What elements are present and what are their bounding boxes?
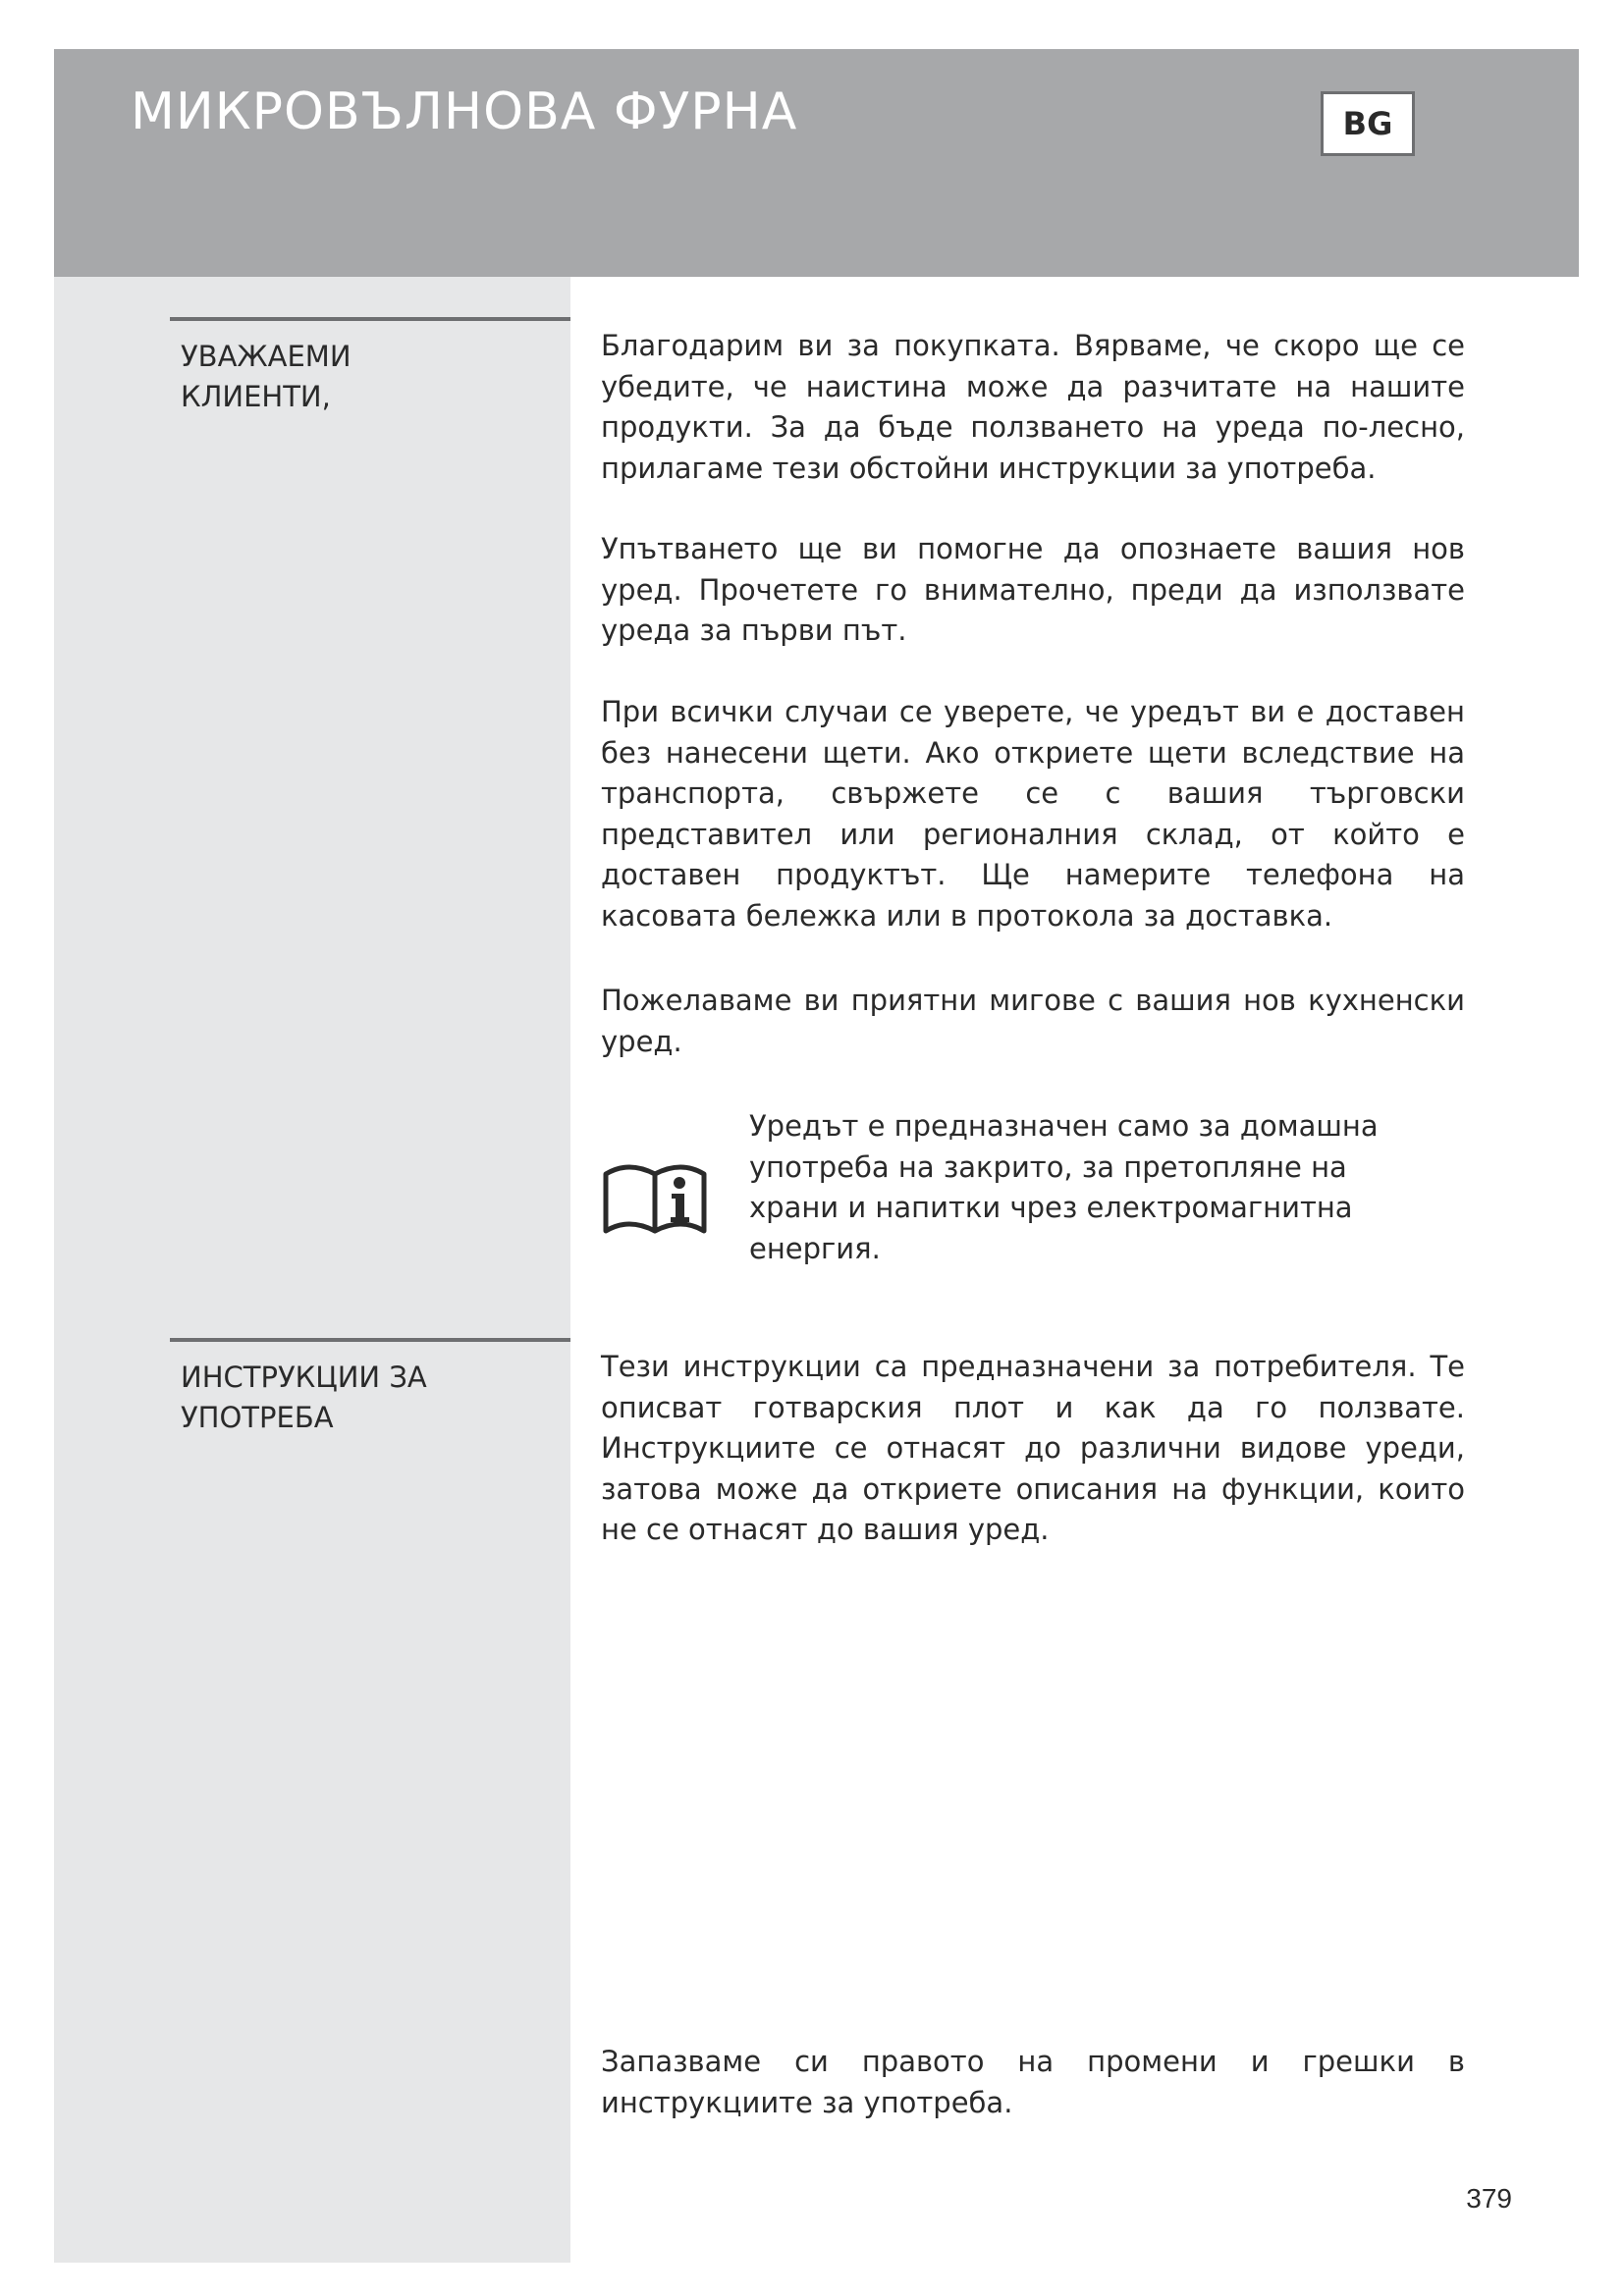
section-label-instructions: ИНСТРУКЦИИ ЗА УПОТРЕБА: [170, 1338, 570, 1438]
page-title: МИКРОВЪЛНОВА ФУРНА: [131, 82, 798, 141]
paragraph-instructions: Тези инструкции са предназначени за потребителя. Те описват готварския плот и как да го ползвате. Инструкциите се отнасят до различни видове уреди, затова може да откриете описания на функции, които не се отнасят до вашия уред.: [601, 1350, 1465, 1546]
manual-info-icon: [601, 1154, 709, 1235]
language-badge: BG: [1321, 91, 1415, 156]
page-number: 379: [1466, 2183, 1512, 2214]
paragraph-thanks: Благодарим ви за покупката. Вярваме, че скоро ще се убедите, че наистина може да разчитате на нашите продукти. За да бъде ползването на уреда по-лесно, прилагаме тези обстойни инструкции за употреба.: [601, 329, 1465, 485]
disclaimer-text: Запазваме си правото на промени и грешки в инструкциите за употреба.: [601, 2045, 1465, 2119]
intended-use-notice: Уредът е предназначен само за домашна употреба на закрито, за претопляне на храни и напитки чрез електромагнитна енергия.: [749, 1109, 1379, 1265]
paragraph-delivery-check: При всички случаи се уверете, че уредът ви е доставен без нанесени щети. Ако откриете щети вследствие на транспорта, свържете се с вашия търговски представител или регионалния склад, от който е доставен продуктът. Ще намерите телефона на касовата бележка или в протокола за доставка.: [601, 695, 1465, 933]
paragraph-wishes: Пожелаваме ви приятни мигове с вашия нов кухненски уред.: [601, 984, 1465, 1058]
paragraph-manual-help: Упътването ще ви помогне да опознаете вашия нов уред. Прочетете го внимателно, преди да използвате уреда за първи път.: [601, 532, 1465, 647]
sidebar-panel: [54, 277, 570, 2263]
section-label-dear-customers: УВАЖАЕМИ КЛИЕНТИ,: [170, 317, 570, 417]
